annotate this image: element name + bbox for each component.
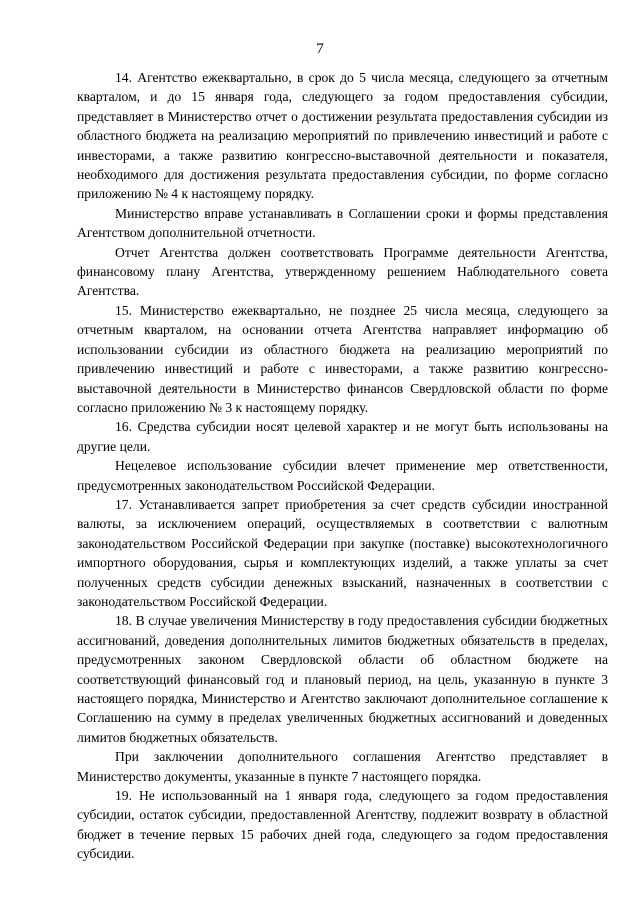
- page-number: 7: [316, 41, 324, 57]
- paragraph-15: 15. Министерство ежеквартально, не позднее 25 числа месяца, следующего за отчетным кварталом, на основании отчета Агентства направляет информацию об использовании субсидии из областного бюджета на реализацию мероприятий по привлечению инвестиций и работе с инвесторами, а также развитию конгрессно-выставочной деятельности в Министерство финансов Свердловской области по форме согласно приложению № 3 к настоящему порядку.: [77, 302, 608, 415]
- paragraph-additional-agreement: При заключении дополнительного соглашения Агентство представляет в Министерство документы, указанные в пункте 7 настоящего порядка.: [77, 749, 608, 784]
- paragraph-report-compliance: Отчет Агентства должен соответствовать Программе деятельности Агентства, финансовому плану Агентства, утвержденному решением Наблюдательного совета Агентства.: [77, 244, 608, 299]
- paragraph-14: 14. Агентство ежеквартально, в срок до 5 числа месяца, следующего за отчетным кварталом, и до 15 января года, следующего за годом предоставления субсидии, представляет в Министерство отчет о достижении результата предоставления субсидии из областного бюджета на реализацию мероприятий по привлечению инвестиций и работе с инвесторами, а также развитию конгрессно-выставочной деятельности и показателя, необходимого для достижения результата предоставления субсидии, по форме согласно приложению № 4 к настоящему порядку.: [77, 70, 608, 202]
- paragraph-misuse: Нецелевое использование субсидии влечет применение мер ответственности, предусмотренных законодательством Российской Федерации.: [77, 458, 608, 493]
- paragraph-reporting-forms: Министерство вправе устанавливать в Соглашении сроки и формы представления Агентством дополнительной отчетности.: [77, 205, 608, 241]
- document-body: [77, 68, 608, 864]
- paragraph-16: 16. Средства субсидии носят целевой характер и не могут быть использованы на другие цели.: [77, 419, 608, 454]
- paragraph-19: 19. Не использованный на 1 января года, следующего за годом предоставления субсидии, остаток субсидии, предоставленной Агентству, подлежит возврату в областной бюджет в течение первых 15 рабочих дней года, следующего за годом предоставления субсидии.: [77, 788, 608, 862]
- paragraph-18: 18. В случае увеличения Министерству в году предоставления субсидии бюджетных ассигнований, доведения дополнительных лимитов бюджетных обязательств в пределах, предусмотренных законом Свердловской области об областном бюджете на соответствующий финансовый год и плановый период, на цель, указанную в пункте 3 настоящего порядка, Министерство и Агентство заключают дополнительное соглашение к Соглашению на сумму в пределах увеличенных бюджетных ассигнований и доведенных лимитов бюджетных обязательств.: [77, 613, 608, 745]
- paragraph-17: 17. Устанавливается запрет приобретения за счет средств субсидии иностранной валюты, за исключением операций, осуществляемых в соответствии с валютным законодательством Российской Федерации при закупке (поставке) высокотехнологичного импортного оборудования, сырья и комплектующих изделий, а также уплаты за счет полученных средств субсидии денежных взысканий, назначенных в соответствии с законодательством Российской Федерации.: [77, 496, 608, 609]
